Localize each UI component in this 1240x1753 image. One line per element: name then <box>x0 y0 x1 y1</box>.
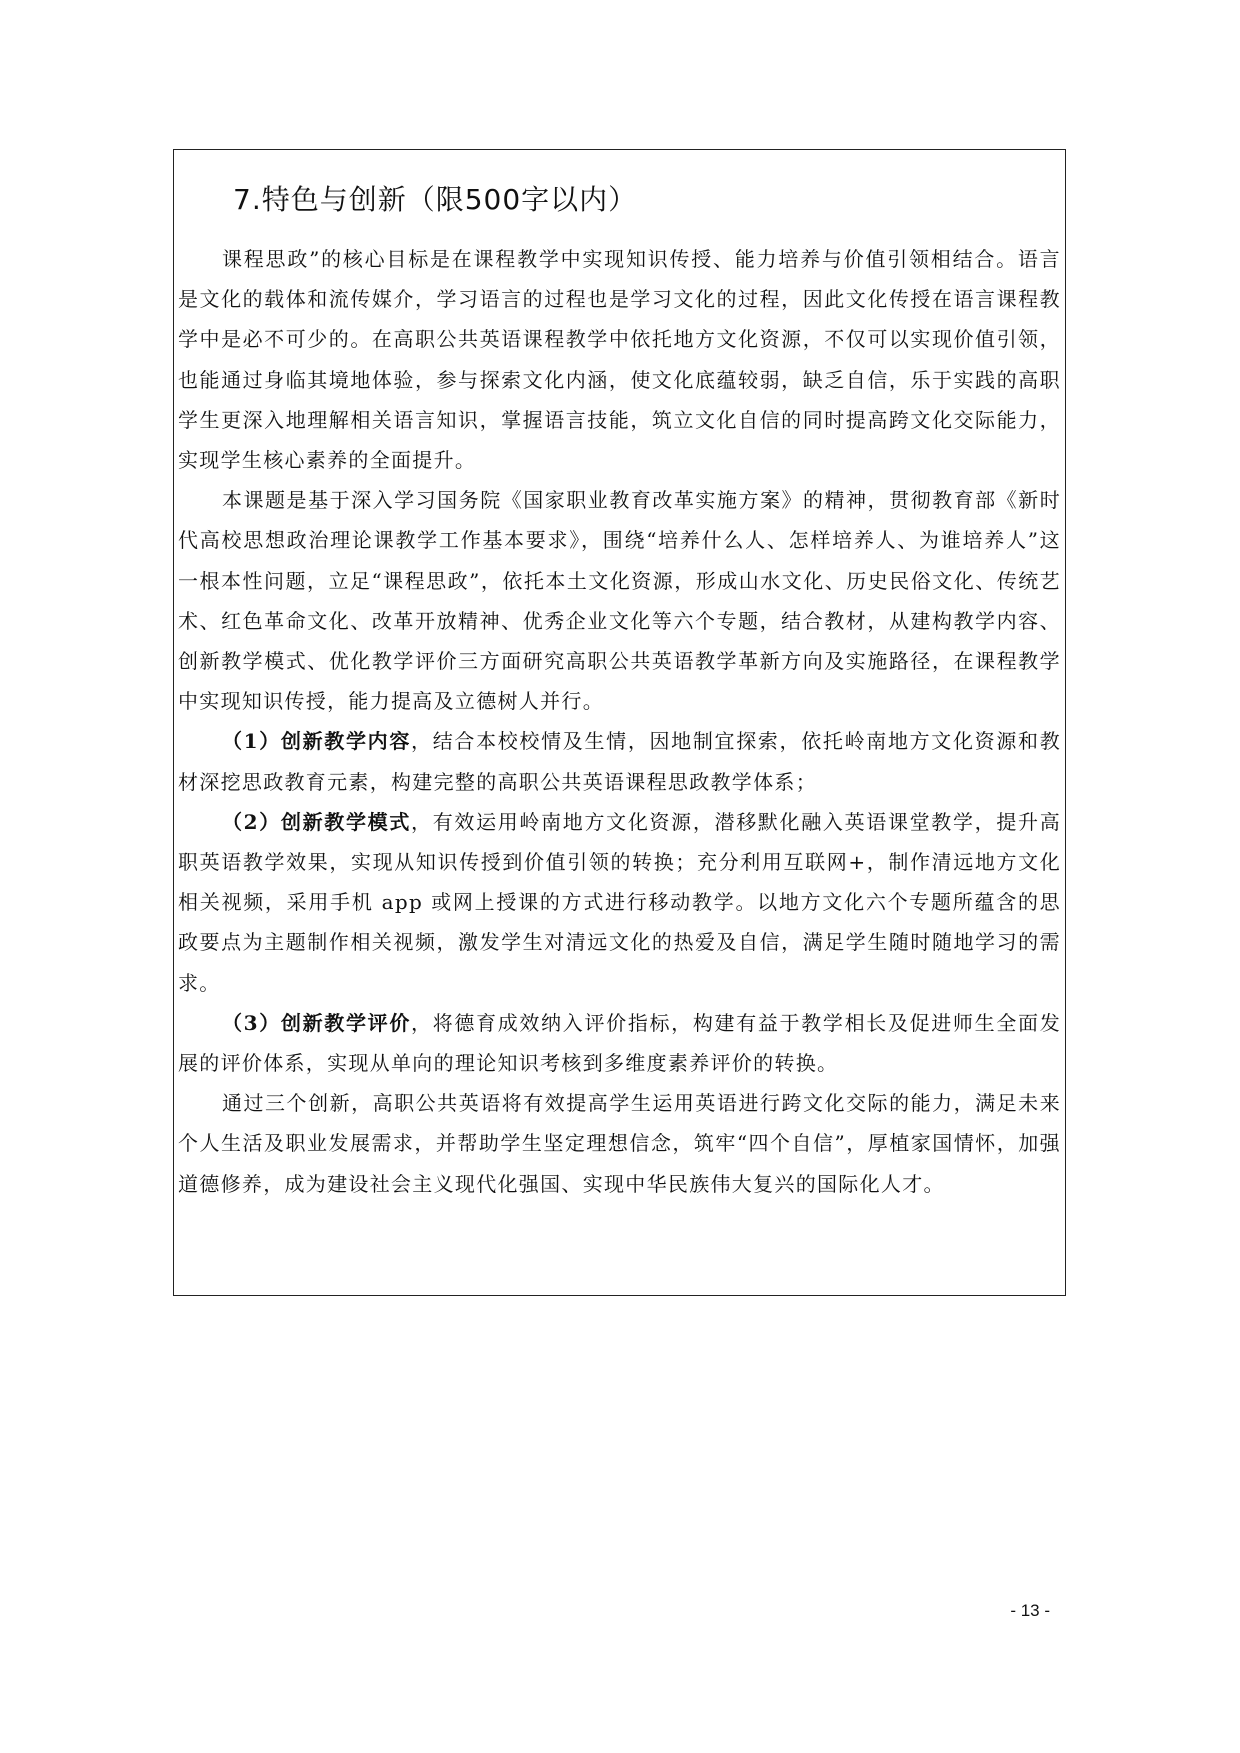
paragraph <box>178 802 1061 1003</box>
paragraph-lead: （1）创新教学内容 <box>222 729 412 754</box>
paragraph <box>178 480 1061 721</box>
paragraph-text: 通过三个创新，高职公共英语将有效提高学生运用英语进行跨文化交际的能力，满足未来个人生活及职业发展需求，并帮助学生坚定理想信念，筑牢“四个自信”，厚植家国情怀，加强道德修养，成为建设社会主义现代化强国、实现中华民族伟大复兴的国际化人才。 <box>178 1091 1061 1196</box>
paragraph <box>178 1083 1061 1204</box>
section-heading: 7.特色与创新（限500字以内） <box>233 183 638 216</box>
paragraph-text: ，有效运用岭南地方文化资源，潜移默化融入英语课堂教学，提升高职英语教学效果，实现从知识传授到价值引领的转换；充分利用互联网+，制作清远地方文化相关视频，采用手机 app 或网上授课的方式进行移动教学。以地方文化六个专题所蕴含的思政要点为主题制作相关视频，激发学生对清远文化的热爱及自信，满足学生随时随地学习的需求。 <box>178 809 1062 995</box>
paragraph-text: ，将德育成效纳入评价指标，构建有益于教学相长及促进师生全面发展的评价体系，实现从单向的理论知识考核到多维度素养评价的转换。 <box>178 1010 1062 1076</box>
paragraph <box>178 1003 1061 1083</box>
paragraph-lead: （2）创新教学模式 <box>222 809 412 834</box>
paragraph-lead: （3）创新教学评价 <box>222 1010 412 1035</box>
paragraph-text: ，结合本校校情及生情，因地制宜探索，依托岭南地方文化资源和教材深挖思政教育元素，构建完整的高职公共英语课程思政教学体系； <box>178 729 1062 794</box>
paragraph-text: 本课题是基于深入学习国务院《国家职业教育改革实施方案》的精神，贯彻教育部《新时代高校思想政治理论课教学工作基本要求》，围绕“培养什么人、怎样培养人、为谁培养人”这一根本性问题，立足“课程思政”，依托本土文化资源，形成山水文化、历史民俗文化、传统艺术、红色革命文化、改革开放精神、优秀企业文化等六个专题，结合教材，从建构教学内容、创新教学模式、优化教学评价三方面研究高职公共英语教学革新方向及实施路径，在课程教学中实现知识传授，能力提高及立德树人并行。 <box>178 488 1061 714</box>
page-number: - 13 - <box>1010 1601 1050 1620</box>
section-body <box>173 239 1066 1204</box>
paragraph <box>178 721 1061 801</box>
paragraph <box>178 239 1061 480</box>
paragraph-text: 课程思政”的核心目标是在课程教学中实现知识传授、能力培养与价值引领相结合。语言是文化的载体和流传媒介，学习语言的过程也是学习文化的过程，因此文化传授在语言课程教学中是必不可少的。在高职公共英语课程教学中依托地方文化资源，不仅可以实现价值引领，也能通过身临其境地体验，参与探索文化内涵，使文化底蕴较弱，缺乏自信，乐于实践的高职学生更深入地理解相关语言知识，掌握语言技能，筑立文化自信的同时提高跨文化交际能力，实现学生核心素养的全面提升。 <box>178 247 1061 473</box>
